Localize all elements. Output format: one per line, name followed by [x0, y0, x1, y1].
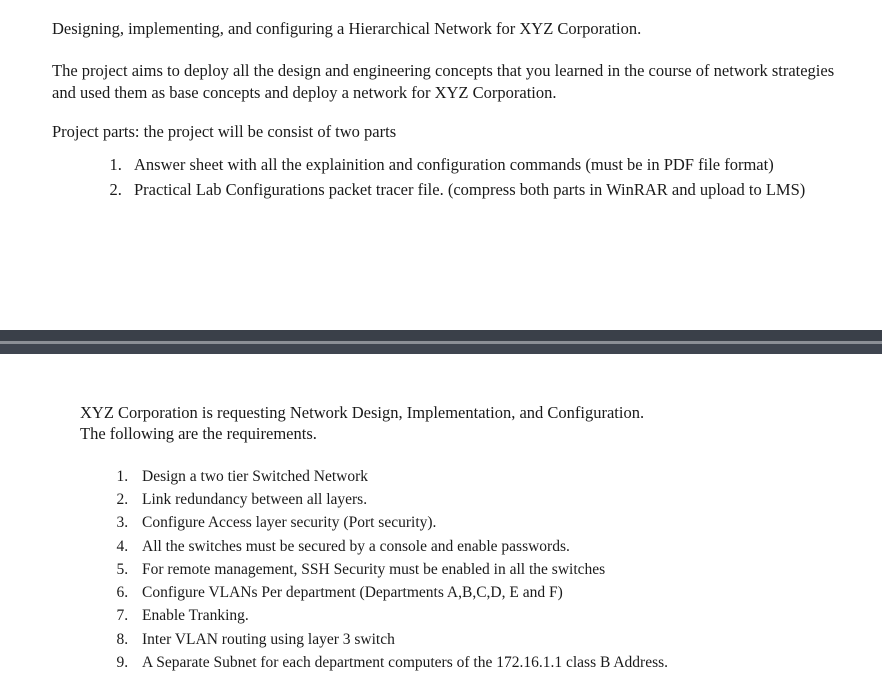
- list-item: 8. Inter VLAN routing using layer 3 switch: [132, 628, 846, 651]
- requirements-intro-line-2: The following are the requirements.: [80, 424, 317, 444]
- list-item: 2. Link redundancy between all layers.: [132, 488, 846, 511]
- bottom-document-section: [0, 356, 882, 674]
- list-item: 6. Configure VLANs Per department (Departments A,B,C,D, E and F): [132, 581, 846, 604]
- list-item: 3. Configure Access layer security (Port security).: [132, 511, 846, 534]
- list-item: 4. All the switches must be secured by a console and enable passwords.: [132, 535, 846, 558]
- top-document-section: [0, 0, 882, 202]
- project-title: Designing, implementing, and configuring a Hierarchical Network for XYZ Corporation.: [52, 19, 642, 38]
- project-parts-list: [52, 153, 846, 202]
- requirements-intro-line-1: XYZ Corporation is requesting Network Design, Implementation, and Configuration.: [80, 403, 645, 422]
- list-item: 1. Design a two tier Switched Network: [132, 465, 846, 488]
- page-separator-band: [0, 330, 882, 356]
- list-item: 5. For remote management, SSH Security must be enabled in all the switches: [132, 558, 846, 581]
- separator-band-lower: [0, 344, 882, 354]
- list-item: 2. Practical Lab Configurations packet tracer file. (compress both parts in WinRAR and upload to LMS): [126, 178, 846, 202]
- project-intro-paragraph: The project aims to deploy all the design and engineering concepts that you learned in the course of network strategies and used them as base concepts and deploy a network for XYZ Corporation.: [52, 60, 835, 102]
- list-item: 9. A Separate Subnet for each department computers of the 172.16.1.1 class B Address.: [132, 651, 846, 674]
- list-item: 1. Answer sheet with all the explainition and configuration commands (must be in PDF file format): [126, 153, 846, 177]
- list-item: 7. Enable Tranking.: [132, 604, 846, 627]
- project-parts-heading: Project parts: the project will be consist of two parts: [52, 122, 397, 142]
- separator-band-upper: [0, 330, 882, 341]
- requirements-list: [80, 465, 846, 674]
